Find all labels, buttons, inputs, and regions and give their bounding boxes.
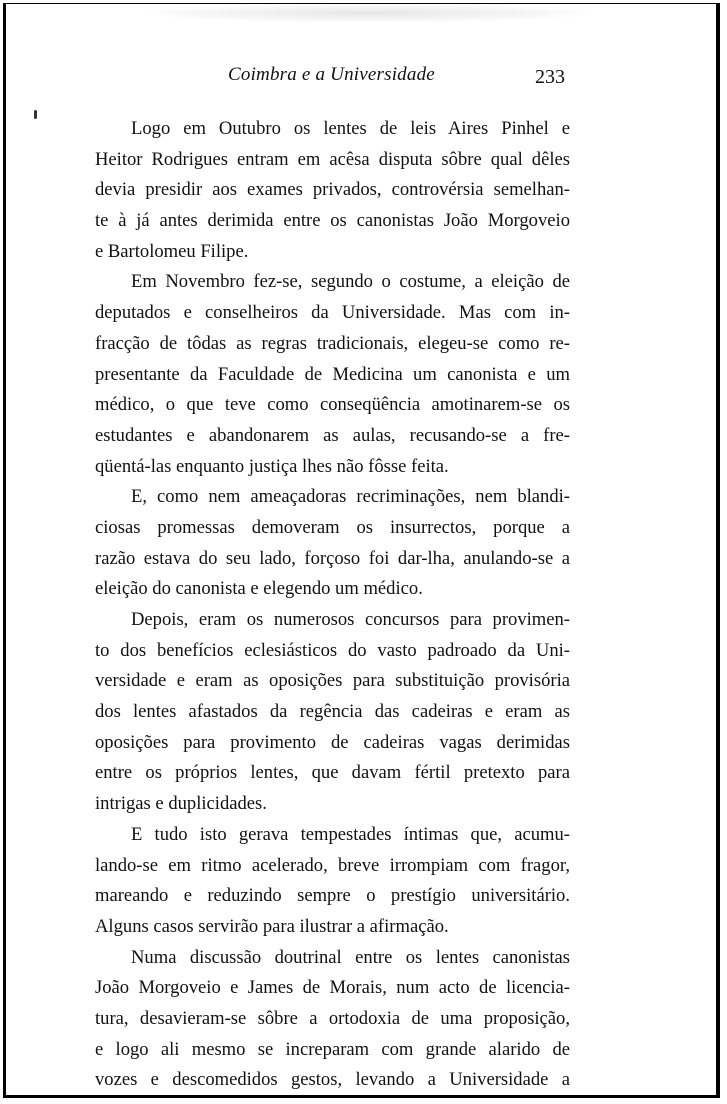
text-line: razão estava do seu lado, forçoso foi dar-lha, anulando-se a <box>95 547 570 569</box>
text-line: oposições para provimento de cadeiras vagas derimidas <box>95 731 570 753</box>
text-line: qüentá-las enquanto justiça lhes não fôsse feita. <box>95 455 449 477</box>
running-title: Coimbra e a Universidade <box>228 64 435 85</box>
text-line: Logo em Outubro os lentes de leis Aires Pinhel e <box>131 118 570 139</box>
text-line: fracção de tôdas as regras tradicionais, elegeu-se como re- <box>95 332 570 354</box>
text-line: dos lentes afastados da regência das cadeiras e eram as <box>95 701 570 723</box>
text-line: eleição do canonista e elegendo um médico. <box>95 578 423 600</box>
text-line: Depois, eram os numerosos concursos para provimen- <box>131 609 570 630</box>
text-line: mareando e reduzindo sempre o prestígio universitário. <box>95 885 570 907</box>
text-line: E, como nem ameaçadoras recriminações, nem blandi- <box>131 486 570 508</box>
body-text <box>95 114 570 1096</box>
text-line: Alguns casos servirão para ilustrar a afirmação. <box>95 915 449 937</box>
text-line: entre os próprios lentes, que davam fértil pretexto para <box>95 762 570 784</box>
text-line: presentante da Faculdade de Medicina um canonista e um <box>95 363 570 385</box>
text-line: intrigas e duplicidades. <box>95 793 267 815</box>
text-line: te à já antes derimida entre os canonistas João Morgoveio <box>95 210 570 232</box>
text-line: ciosas promessas demoveram os insurrectos, porque a <box>95 516 570 538</box>
text-line: to dos benefícios eclesiásticos do vasto padroado da Uni- <box>95 639 570 661</box>
text-line: E tudo isto gerava tempestades íntimas que, acumu- <box>131 823 570 845</box>
text-line: estudantes e abandonarem as aulas, recusando-se a fre- <box>95 424 570 446</box>
text-line: médico, o que teve como conseqüência amotinarem-se os <box>95 394 570 416</box>
text-line: vozes e descomedidos gestos, levando a Universidade a <box>95 1069 570 1091</box>
text-line: versidade e eram as oposições para substituição provisória <box>95 670 570 692</box>
page-number: 233 <box>535 66 565 88</box>
ink-mark <box>34 110 37 119</box>
text-line: e logo ali mesmo se increparam com grande alarido de <box>95 1038 570 1060</box>
text-line: e Bartolomeu Filipe. <box>95 240 249 262</box>
text-line: tura, desavieram-se sôbre a ortodoxia de uma proposição, <box>95 1007 570 1029</box>
scan-smudge <box>150 4 590 22</box>
text-line: Numa discussão doutrinal entre os lentes canonistas <box>131 946 570 968</box>
text-line: lando-se em ritmo acelerado, breve irrompiam com fragor, <box>95 854 570 876</box>
text-line: deputados e conselheiros da Universidade. Mas com in- <box>95 302 570 324</box>
text-line: devia presidir aos exames privados, controvérsia semelhan- <box>95 179 570 201</box>
text-line: Heitor Rodrigues entram em acêsa disputa sôbre qual dêles <box>95 148 570 170</box>
text-line: Em Novembro fez-se, segundo o costume, a eleição de <box>131 271 570 293</box>
text-line: João Morgoveio e James de Morais, num acto de licencia- <box>95 977 570 999</box>
